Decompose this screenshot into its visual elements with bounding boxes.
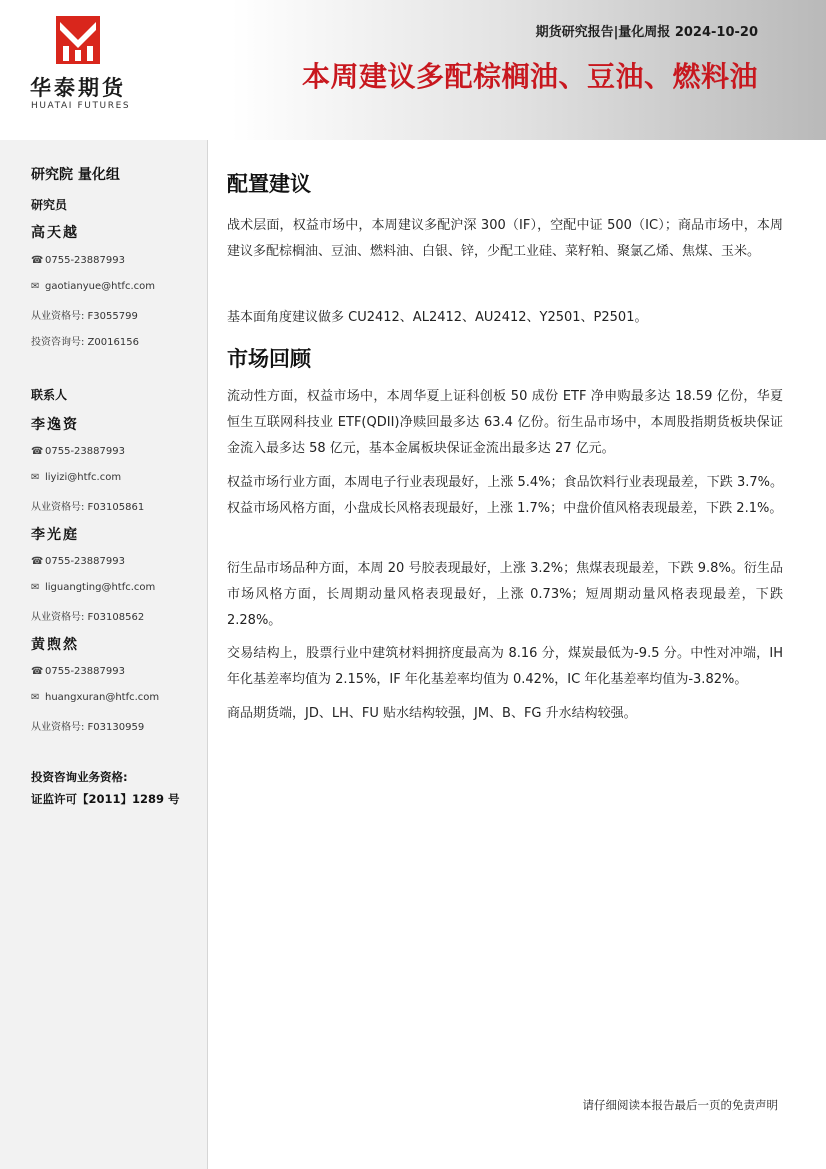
phone-icon: ☎ — [31, 255, 44, 266]
envelope-icon: ✉ — [31, 281, 40, 292]
review-paragraph-3: 衍生品市场品种方面，本周 20 号胶表现最好，上涨 3.2%；焦煤表现最差，下跌 9.8%。衍生品市场风格方面，长周期动量风格表现最好，上涨 0.73%；短周期动量风格表现最差，下跌 2.28%。 — [227, 561, 783, 628]
report-header — [0, 0, 826, 140]
contact-name: 李逸资 — [31, 417, 79, 433]
contact-email[interactable] — [31, 582, 155, 593]
researcher-phone — [31, 255, 125, 266]
contact-phone — [31, 666, 125, 677]
contact-email[interactable] — [31, 692, 159, 703]
envelope-icon: ✉ — [31, 692, 40, 703]
brand-name-en: HUATAI FUTURES — [31, 101, 131, 111]
researcher-qualification: 从业资格号: F3055799 — [31, 311, 138, 322]
review-paragraph-5: 商品期货端，JD、LH、FU 贴水结构较强，JM、B、FG 升水结构较强。 — [227, 706, 637, 721]
phone-icon: ☎ — [31, 556, 44, 567]
contact-phone — [31, 446, 125, 457]
researcher-email-text[interactable]: gaotianyue@htfc.com — [45, 281, 155, 292]
phone-icon: ☎ — [31, 446, 44, 457]
brand-name-cn: 华泰期货 — [30, 76, 126, 100]
researcher-invest-no: 投资咨询号: Z0016156 — [31, 337, 139, 348]
researcher-email[interactable] — [31, 281, 155, 292]
phone-icon: ☎ — [31, 666, 44, 677]
disclaimer-note: 请仔细阅读本报告最后一页的免责声明 — [582, 1098, 778, 1112]
contact-email-text[interactable]: liyizi@htfc.com — [45, 472, 122, 483]
contact-email-text[interactable]: huangxuran@htfc.com — [45, 692, 160, 703]
contact-phone-text: 0755-23887993 — [45, 666, 125, 677]
contact-phone-text: 0755-23887993 — [45, 556, 125, 567]
contact-name: 黄煦然 — [31, 637, 79, 653]
report-title: 本周建议多配棕榈油、豆油、燃料油 — [301, 60, 758, 93]
review-paragraph-2: 权益市场行业方面，本周电子行业表现最好，上涨 5.4%；食品饮料行业表现最差，下跌 3.7%。权益市场风格方面，小盘成长风格表现最好，上涨 1.7%；中盘价值风格表现最差，下跌 2.1%。 — [227, 475, 783, 516]
license-number: 证监许可【2011】1289 号 — [31, 792, 180, 806]
huatai-logo-icon — [56, 16, 100, 64]
allocation-paragraph-2: 基本面角度建议做多 CU2412、AL2412、AU2412、Y2501、P2501。 — [227, 310, 648, 325]
allocation-paragraph-1: 战术层面，权益市场中，本周建议多配沪深 300（IF），空配中证 500（IC）；商品市场中，本周建议多配棕榈油、豆油、燃料油、白银、锌，少配工业硅、菜籽粕、聚氯乙烯、焦煤、玉米。 — [227, 218, 783, 259]
contact-qualification: 从业资格号: F03130959 — [31, 722, 145, 733]
contact-email[interactable] — [31, 472, 121, 483]
report-meta: 期货研究报告|量化周报 2024-10-20 — [535, 25, 758, 40]
contact-email-text[interactable]: liguangting@htfc.com — [45, 582, 156, 593]
research-group: 研究院 量化组 — [31, 167, 120, 183]
researcher-name: 高天越 — [31, 225, 79, 241]
researcher-phone-text: 0755-23887993 — [45, 255, 125, 266]
review-section-title: 市场回顾 — [227, 347, 311, 371]
researcher-label: 研究员 — [31, 198, 68, 212]
contact-qualification: 从业资格号: F03108562 — [31, 612, 145, 623]
envelope-icon: ✉ — [31, 472, 40, 483]
contact-label: 联系人 — [31, 388, 68, 402]
allocation-section-title: 配置建议 — [227, 172, 311, 196]
license-title: 投资咨询业务资格: — [31, 770, 128, 784]
contact-name: 李光庭 — [31, 527, 79, 543]
contact-phone — [31, 556, 125, 567]
contact-qualification: 从业资格号: F03105861 — [31, 502, 145, 513]
envelope-icon: ✉ — [31, 582, 40, 593]
review-paragraph-1: 流动性方面，权益市场中，本周华夏上证科创板 50 成份 ETF 净申购最多达 18.59 亿份，华夏恒生互联网科技业 ETF(QDII)净赎回最多达 63.4 亿份。衍生品市场中，本周股指期货板块保证金流入最多达 58 亿元，基本金属板块保证金流出最多达 27 亿元。 — [227, 389, 783, 456]
contact-phone-text: 0755-23887993 — [45, 446, 125, 457]
author-sidebar — [0, 140, 208, 1169]
review-paragraph-4: 交易结构上，股票行业中建筑材料拥挤度最高为 8.16 分，煤炭最低为-9.5 分。中性对冲端，IH 年化基差率均值为 2.15%，IF 年化基差率均值为 0.42%，IC 年化基差率均值为-3.82%。 — [227, 646, 783, 687]
